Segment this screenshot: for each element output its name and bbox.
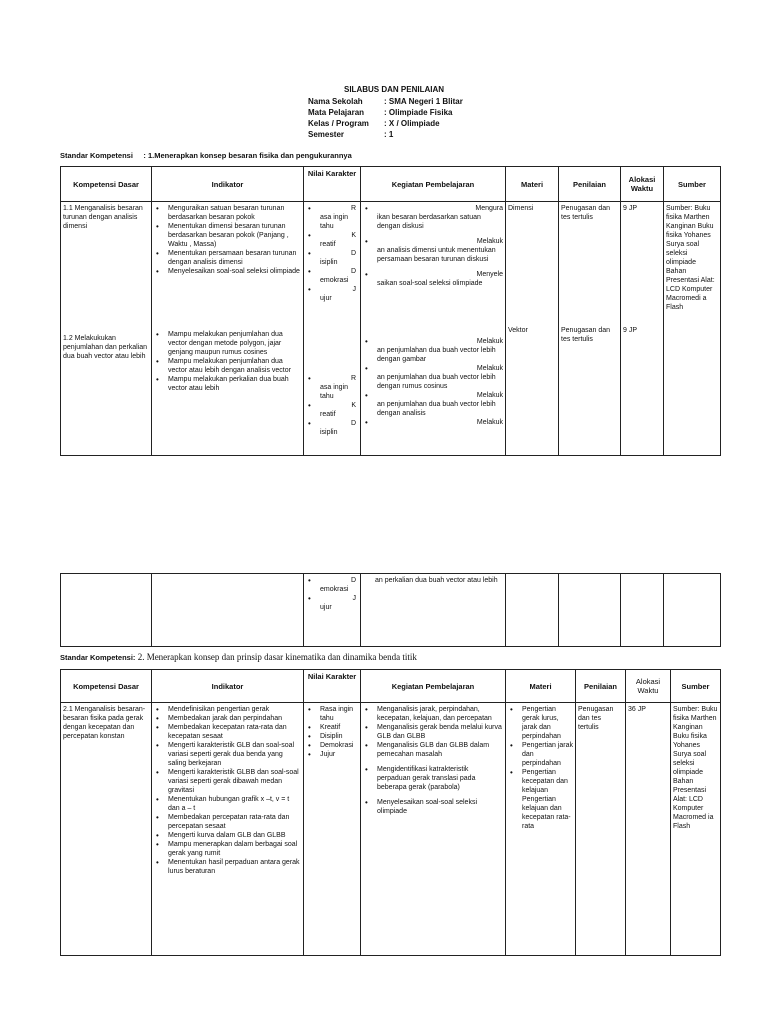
cell-kegiatan [361, 202, 506, 456]
list-item: • Melakuk an penjumlahan dua buah vector lebih dengan gambar [363, 337, 503, 364]
col-indikator: Indikator [152, 670, 304, 703]
list-item: • R asa ingin tahu [306, 204, 358, 231]
col-sumber: Sumber [664, 167, 721, 202]
materi-2: Vektor [508, 327, 528, 334]
cell-materi [506, 703, 576, 956]
list-item: • Mampu melakukan penjumlahan dua vector dengan metode polygon, jajar genjang maupun rumus cosines [154, 330, 301, 357]
col-kegiatan: Kegiatan Pembelajaran [361, 167, 506, 202]
list-item: • Menganalisis gerak benda melalui kurva GLB dan GLBB [363, 723, 503, 741]
cell-nilai-karakter [304, 202, 361, 456]
document-header [308, 84, 463, 140]
list-item: • D isiplin [306, 419, 358, 437]
character-list-4 [306, 705, 358, 759]
col-nilai-karakter: Nilai Karakter [304, 167, 361, 202]
indicator-list-3 [154, 705, 301, 876]
character-list-2 [306, 374, 358, 437]
list-item: • D emokrasi [306, 267, 358, 285]
col-kompetensi-dasar: Kompetensi Dasar [61, 167, 152, 202]
list-item: • J ujur [306, 594, 358, 612]
list-item: • Menyele saikan soal-soal seleksi olimpiade [363, 270, 503, 288]
cell-materi [506, 202, 559, 456]
syllabus-table-continuation [60, 573, 721, 647]
table-row [61, 703, 721, 956]
list-item: • Membedakan jarak dan perpindahan [154, 714, 301, 723]
document-title: SILABUS DAN PENILAIAN [344, 85, 445, 94]
list-item: • Kreatif [306, 723, 358, 732]
list-item: • Mengerti karakteristik GLBB dan soal-soal variasi seperti gerak dibawah medan gravitasi [154, 768, 301, 795]
character-list-3 [306, 576, 358, 612]
activity-list-1 [363, 204, 503, 337]
list-item: • Membedakan percepatan rata-rata dan percepatan sesaat [154, 813, 301, 831]
list-item: • Membedakan kecepatan rata-rata dan kecepatan sesaat [154, 723, 301, 741]
header-row-school: Nama Sekolah : SMA Negeri 1 Blitar [308, 97, 463, 106]
materi-list [508, 705, 573, 831]
list-item: • Menganalisis jarak, perpindahan, kecepatan, kelajuan, dan percepatan [363, 705, 503, 723]
cell-indikator [152, 202, 304, 456]
cell-sumber: Sumber: Buku fisika Marthen Kanginan Buku fisika Yohanes Surya soal seleksi olimpiade Bahan Presentasi Alat: LCD Komputer Macromed ia Flash [671, 703, 721, 956]
list-item: • Demokrasi [306, 741, 358, 750]
list-item: • Mengerti karakteristik GLB dan soal-soal variasi seperti gerak dua benda yang saling berkejaran [154, 741, 301, 768]
activity-list-2 [363, 337, 503, 427]
header-row-subject: Mata Pelajaran : Olimpiade Fisika [308, 108, 453, 117]
col-sumber: Sumber [671, 670, 721, 703]
list-item: • Mendefinisikan pengertian gerak [154, 705, 301, 714]
list-item: • Rasa ingin tahu [306, 705, 358, 723]
list-item: • Pengertian kecepatan dan kelajuan Pengertian kelajuan dan kecepatan rata-rata [508, 768, 573, 831]
list-item: • Melakuk an analisis dimensi untuk menentukan persamaan besaran turunan diskusi [363, 237, 503, 264]
list-item: • Melakuk an penjumlahan dua buah vector lebih dengan analisis [363, 391, 503, 418]
col-kompetensi-dasar: Kompetensi Dasar [61, 670, 152, 703]
table-row [61, 202, 721, 456]
list-item: • R asa ingin tahu [306, 374, 358, 401]
list-item: • Pengertian jarak dan perpindahan [508, 741, 573, 768]
penilaian-1: Penugasan dan tes tertulis [561, 205, 611, 221]
standard-competency-1: Standar Kompetensi : 1.Menerapkan konsep besaran fisika dan pengukurannya [60, 151, 352, 160]
header-row-class: Kelas / Program : X / Olimpiade [308, 119, 440, 128]
col-penilaian: Penilaian [559, 167, 621, 202]
cell-kd: 2.1 Menganalisis besaran-besaran fisika pada gerak dengan kecepatan dan percepatan konstan [61, 703, 152, 956]
indicator-list-2 [154, 330, 301, 393]
col-materi: Materi [506, 670, 576, 703]
list-item: • Menentukan hasil perpaduan antara gerak lurus beraturan [154, 858, 301, 876]
list-item: • Pengertian gerak lurus, jarak dan perpindahan [508, 705, 573, 741]
cell-nilai-karakter [304, 574, 361, 647]
col-nilai-karakter: Nilai Karakter [304, 670, 361, 703]
col-alokasi: Alokasi Waktu [626, 670, 671, 703]
character-list-1 [306, 204, 358, 374]
col-indikator: Indikator [152, 167, 304, 202]
table-header-row [61, 167, 721, 202]
list-item: • Menguraikan satuan besaran turunan berdasarkan besaran pokok [154, 204, 301, 222]
list-item: • Mampu menerapkan dalam berbagai soal gerak yang rumit [154, 840, 301, 858]
list-item: • Menganalisis GLB dan GLBB dalam pemecahan masalah [363, 741, 503, 759]
cell-kd [61, 202, 152, 456]
col-penilaian: Penilaian [576, 670, 626, 703]
list-item: • Mengerti kurva dalam GLB dan GLBB [154, 831, 301, 840]
list-item: • K reatif [306, 401, 358, 419]
list-item: • J ujur [306, 285, 358, 303]
col-alokasi: Alokasi Waktu [621, 167, 664, 202]
list-item: • D isiplin [306, 249, 358, 267]
cell-indikator [152, 703, 304, 956]
indicator-list-1 [154, 204, 301, 330]
list-item: • K reatif [306, 231, 358, 249]
list-item: • Mampu melakukan penjumlahan dua vector atau lebih dengan analisis vector [154, 357, 301, 375]
activity-list-3 [363, 705, 503, 816]
cell-nilai-karakter [304, 703, 361, 956]
col-materi: Materi [506, 167, 559, 202]
list-item: • Mengidentifikasi katrakteristik perpaduan gerak translasi pada beberapa gerak (parabola) [363, 765, 503, 792]
cell-penilaian [559, 202, 621, 456]
list-item: • Menentukan dimensi besaran turunan berdasarkan besaran pokok (Panjang , Waktu , Massa) [154, 222, 301, 249]
list-item: • Menyelesaikan soal-soal seleksi olimpiade [154, 267, 301, 276]
col-kegiatan: Kegiatan Pembelajaran [361, 670, 506, 703]
materi-1: Dimensi [508, 205, 534, 212]
cell-sumber: Sumber: Buku fisika Marthen Kanginan Buku fisika Yohanes Surya soal seleksi olimpiade Bahan Presentasi Alat: LCD Komputer Macromedi a Flash [664, 202, 721, 456]
list-item: • Menyelesaikan soal-soal seleksi olimpiade [363, 798, 503, 816]
list-item: • Melakuk an penjumlahan dua buah vector lebih dengan rumus cosinus [363, 364, 503, 391]
header-row-semester: Semester : 1 [308, 130, 394, 139]
cell-alokasi [621, 202, 664, 456]
syllabus-table-1 [60, 166, 721, 456]
alokasi-2: 9 JP [623, 327, 638, 334]
list-item: • Melakuk [363, 418, 503, 427]
list-item: • Jujur [306, 750, 358, 759]
list-item: • Menentukan persamaan besaran turunan dengan analisis dimensi [154, 249, 301, 267]
standard-competency-2: Standar Kompetensi: 2. Menerapkan konsep dan prinsip dasar kinematika dan dinamika benda titik [60, 652, 417, 662]
cell-penilaian: Penugasan dan tes tertulis [576, 703, 626, 956]
cell-alokasi: 36 JP [626, 703, 671, 956]
syllabus-table-2 [60, 669, 721, 956]
list-item: • Mengura ikan besaran berdasarkan satuan dengan diskusi [363, 204, 503, 231]
list-item: • D emokrasi [306, 576, 358, 594]
penilaian-2: Penugasan dan tes tertulis [561, 327, 611, 343]
table-header-row [61, 670, 721, 703]
list-item: • Menentukan hubungan grafik x –t, v = t dan a – t [154, 795, 301, 813]
list-item: • Mampu melakukan perkalian dua buah vector atau lebih [154, 375, 301, 393]
kd-1-1: 1.1 Menganalisis besaran turunan dengan analisis dimensi [63, 205, 143, 230]
kd-1-2: 1.2 Melakukukan penjumlahan dan perkalian dua buah vector atau lebih [63, 335, 148, 360]
table-row [61, 574, 721, 647]
cell-kegiatan [361, 703, 506, 956]
alokasi-1: 9 JP [623, 205, 638, 212]
list-item: • Disiplin [306, 732, 358, 741]
cell-kegiatan: an perkalian dua buah vector atau lebih [361, 574, 506, 647]
